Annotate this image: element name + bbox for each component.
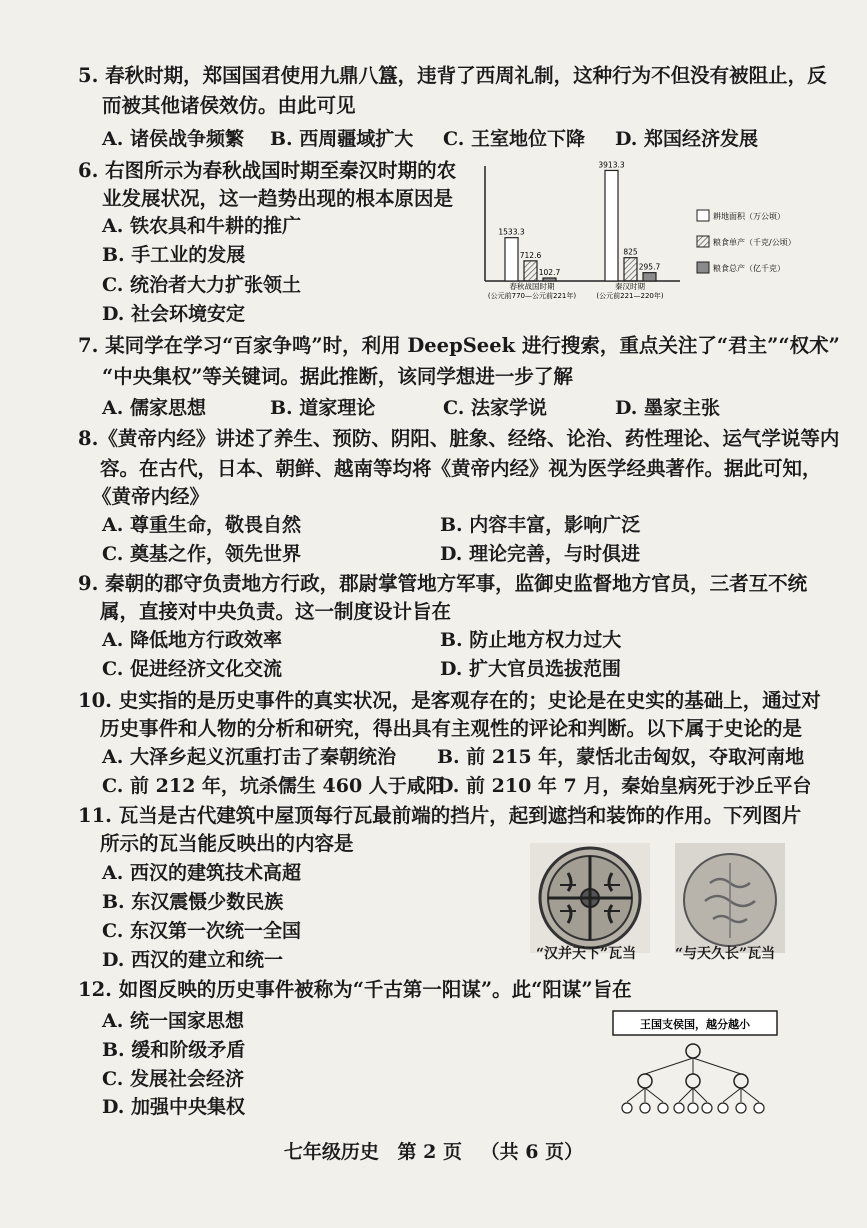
- q12-option-c: C. 发展社会经济: [102, 1068, 245, 1090]
- q9-option-a: A. 降低地方行政效率: [102, 629, 282, 651]
- caption-han-bing-tianxia: “汉并天下”瓦当: [536, 946, 637, 962]
- q9-stem-line1: 9. 秦朝的郡守负责地方行政，郡尉掌管地方军事，监御史监督地方官员，三者互不统: [78, 572, 808, 595]
- q10-stem-line2: 历史事件和人物的分析和研究，得出具有主观性的评论和判断。以下属于史论的是: [100, 717, 803, 740]
- q6-option-a: A. 铁农具和牛耕的推广: [102, 215, 301, 237]
- fiefdom-division-diagram: [605, 1008, 785, 1123]
- q12-stem-line1: 12. 如图反映的历史事件被称为“千古第一阳谋”。此“阳谋”旨在: [78, 978, 632, 1001]
- q12-option-d: D. 加强中央集权: [102, 1096, 246, 1118]
- bar-series1-cat2: [605, 170, 618, 281]
- bar-label-series3-cat2: 295.7: [638, 262, 661, 272]
- q8-stem-line2: 容。在古代，日本、朝鲜、越南等均将《黄帝内经》视为医学经典著作。据此可知，: [100, 457, 822, 480]
- q8-stem-line1: 8.《黄帝内经》讲述了养生、预防、阴阳、脏象、经络、论治、药性理论、运气学说等内: [78, 427, 840, 450]
- page-footer: [0, 1137, 867, 1164]
- q5-stem-line1: 5. 春秋时期，郑国国君使用九鼎八簋，违背了西周礼制，这种行为不但没有被阻止，反: [78, 64, 827, 87]
- q11-stem-line1: 11. 瓦当是古代建筑中屋顶每行瓦最前端的挡片，起到遮挡和装饰的作用。下列图片: [78, 804, 802, 827]
- q8-option-c: C. 奠基之作，领先世界: [102, 543, 302, 565]
- q10-option-c: C. 前 212 年，坑杀儒生 460 人于咸阳: [102, 775, 445, 797]
- q10-option-a: A. 大泽乡起义沉重打击了秦朝统治: [102, 746, 396, 768]
- q11-stem-line2: 所示的瓦当能反映出的内容是: [100, 832, 354, 855]
- q12-option-a: A. 统一国家思想: [102, 1010, 244, 1032]
- q7-stem-line2: “中央集权”等关键词。据此推断，该同学想进一步了解: [102, 365, 573, 388]
- legend-swatch-3: [697, 262, 709, 273]
- footer-total-pages: （共 6 页）: [480, 1141, 584, 1163]
- q7-option-a: A. 儒家思想: [102, 397, 206, 419]
- q7-option-d: D. 墨家主张: [615, 397, 721, 419]
- category-label-2: 秦汉时期: [615, 282, 645, 291]
- q5-option-b: B. 西周疆域扩大: [270, 128, 414, 150]
- diagram-caption: 王国支侯国，越分越小: [640, 1018, 750, 1031]
- q5-option-c: C. 王室地位下降: [443, 128, 586, 150]
- legend-label-1: 耕地面积（万公顷）: [713, 212, 785, 221]
- category-sublabel-2: (公元前221—220年): [596, 292, 664, 300]
- q8-option-a: A. 尊重生命，敬畏自然: [102, 514, 301, 536]
- q6-stem-line1: 6. 右图所示为春秋战国时期至秦汉时期的农: [78, 159, 457, 182]
- bar-label-series3-cat1: 102.7: [538, 268, 561, 277]
- q12-option-b: B. 缓和阶级矛盾: [102, 1039, 246, 1061]
- q5-stem-line2: 而被其他诸侯效仿。由此可见: [102, 94, 356, 117]
- yu-tian-jiuchang-tile-image: [675, 843, 785, 953]
- caption-yu-tian-jiuchang: “与天久长”瓦当: [675, 946, 776, 962]
- q10-option-d: D. 前 210 年 7 月，秦始皇病死于沙丘平台: [437, 775, 812, 797]
- legend-label-2: 粮食单产（千克/公顷）: [713, 238, 796, 247]
- q5-option-a: A. 诸侯战争频繁: [102, 128, 244, 150]
- q10-option-b: B. 前 215 年，蒙恬北击匈奴，夺取河南地: [437, 746, 805, 768]
- q9-option-c: C. 促进经济文化交流: [102, 658, 283, 680]
- bar-label-series1-cat2: 3913.3: [598, 160, 625, 170]
- category-sublabel-1: (公元前770—公元前221年): [487, 292, 577, 300]
- q7-option-c: C. 法家学说: [443, 397, 548, 419]
- q11-option-c: C. 东汉第一次统一全国: [102, 920, 302, 942]
- bar-series2-cat1: [524, 261, 537, 281]
- category-label-1: 春秋战国时期: [509, 282, 555, 291]
- bar-label-series2-cat1: 712.6: [519, 250, 542, 260]
- bar-label-series2-cat2: 825: [623, 247, 638, 257]
- legend-label-3: 粮食总产（亿千克）: [713, 264, 785, 273]
- footer-page-number: 第 2 页: [397, 1141, 462, 1163]
- bar-series3-cat2: [643, 273, 656, 281]
- q6-stem-line2: 业发展状况，这一趋势出现的根本原因是: [102, 187, 454, 210]
- q11-option-a: A. 西汉的建筑技术高超: [102, 862, 301, 884]
- q8-option-d: D. 理论完善，与时俱进: [440, 543, 641, 565]
- q9-stem-line2: 属，直接对中央负责。这一制度设计旨在: [100, 600, 452, 623]
- bar-series1-cat1: [505, 238, 518, 281]
- q10-stem-line1: 10. 史实指的是历史事件的真实状况，是客观存在的；史论是在史实的基础上，通过对: [78, 689, 821, 712]
- footer-subject: 七年级历史: [283, 1141, 379, 1163]
- agriculture-bar-chart: [475, 158, 805, 308]
- q11-option-b: B. 东汉震慑少数民族: [102, 891, 284, 913]
- q9-option-d: D. 扩大官员选拔范围: [440, 658, 622, 680]
- q6-option-d: D. 社会环境安定: [102, 303, 246, 325]
- bar-series3-cat1: [543, 278, 556, 281]
- q8-stem-line3: 《黄帝内经》: [92, 485, 210, 508]
- q7-stem-line1: 7. 某同学在学习“百家争鸣”时，利用 DeepSeek 进行搜索，重点关注了“君主”“权术”: [78, 334, 840, 357]
- q9-option-b: B. 防止地方权力过大: [440, 629, 622, 651]
- bar-series2-cat2: [624, 258, 637, 281]
- q11-option-d: D. 西汉的建立和统一: [102, 949, 284, 971]
- q5-option-d: D. 郑国经济发展: [615, 128, 759, 150]
- bar-label-series1-cat1: 1533.3: [498, 227, 525, 237]
- q8-option-b: B. 内容丰富，影响广泛: [440, 514, 641, 536]
- q6-option-c: C. 统治者大力扩张领土: [102, 274, 302, 296]
- q7-option-b: B. 道家理论: [270, 397, 376, 419]
- legend-swatch-2: [697, 236, 709, 247]
- han-bing-tianxia-tile-image: [530, 843, 650, 953]
- q6-option-b: B. 手工业的发展: [102, 244, 246, 266]
- legend-swatch-1: [697, 210, 709, 221]
